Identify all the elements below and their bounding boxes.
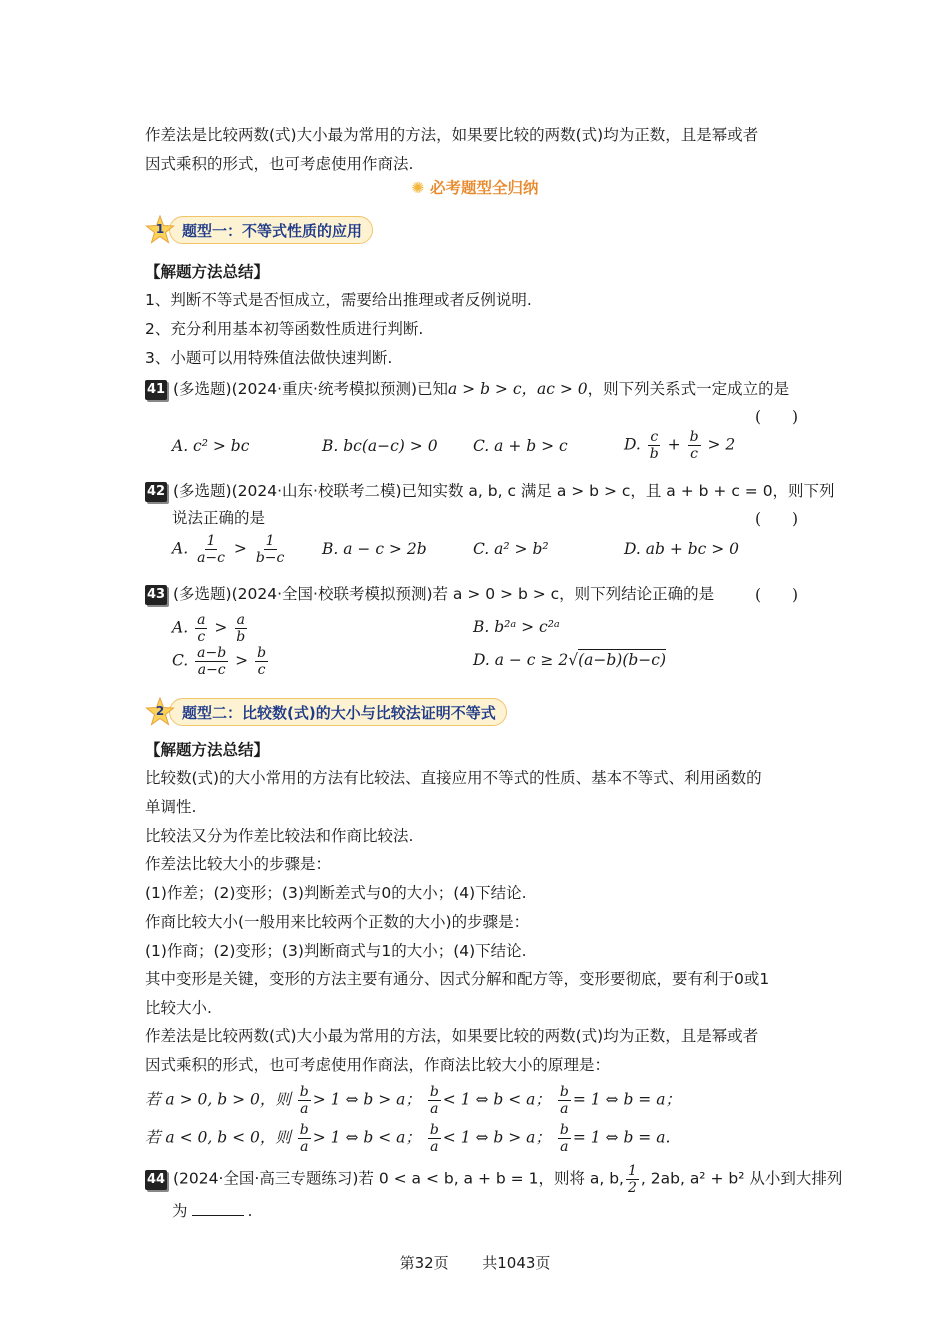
page-total: 共1043页 bbox=[482, 1254, 551, 1272]
section-1-tip-1: 1、判断不等式是否恒成立，需要给出推理或者反例说明. bbox=[145, 291, 532, 309]
option-b: B. bc(a−c) > 0 bbox=[322, 437, 438, 455]
answer-parens: ( ) bbox=[755, 408, 799, 426]
option-d: D. $\frac{c}{b}$ + $\frac{b}{c}$ > 2 bbox=[624, 429, 736, 462]
option-c: C. a + b > c bbox=[473, 437, 568, 455]
section-2-line: 因式乘积的形式，也可考虑使用作商法，作商法比较大小的原理是： bbox=[145, 1056, 611, 1074]
section-2-line: 作差法比较大小的步骤是： bbox=[145, 855, 332, 873]
option-b: B. b²ᵃ > c²ᵃ bbox=[473, 618, 560, 636]
option-d: D. ab + bc > 0 bbox=[624, 540, 740, 558]
option-c: C. $\frac{a-b}{a-c}$ > $\frac{b}{c}$ bbox=[172, 645, 267, 678]
section-2-banner bbox=[145, 696, 507, 728]
section-2-line: (1)作差；(2)变形；(3)判断差式与0的大小；(4)下结论. bbox=[145, 884, 527, 902]
answer-parens: ( ) bbox=[755, 510, 799, 528]
section-1-banner bbox=[145, 214, 373, 246]
section-2-method-label: 【解题方法总结】 bbox=[145, 741, 270, 759]
option-d: D. a − c ≥ 2√(a−b)(b−c) bbox=[473, 651, 667, 669]
question-44: 44 (2024·全国·高三专题练习)若 0 < a < b, a + b = 1，则将 a, b, $\frac{1}{2}$ , 2ab, a² + b² 从小到大排列 bbox=[146, 1163, 843, 1196]
section-2-title: 题型二：比较数(式)的大小与比较法证明不等式 bbox=[169, 698, 507, 726]
option-b: B. a − c > 2b bbox=[322, 540, 427, 558]
question-43: 43 (多选题)(2024·全国·校联考模拟预测)若 a > 0 > b > c，则下列结论正确的是 bbox=[146, 585, 715, 603]
question-44-line-2: 为 . bbox=[172, 1202, 253, 1220]
section-2-line: 比较数(式)的大小常用的方法有比较法、直接应用不等式的性质、基本不等式、利用函数的 bbox=[145, 769, 762, 787]
section-1-tip-3: 3、小题可以用特殊值法做快速判断. bbox=[145, 349, 393, 367]
section-2-line: 其中变形是关键，变形的方法主要有通分、因式分解和配方等，变形要彻底，要有利于0或1 bbox=[145, 970, 770, 988]
intro-line-1: 作差法是比较两数(式)大小最为常用的方法，如果要比较的两数(式)均为正数，且是幂或者 bbox=[145, 126, 759, 144]
option-a: A. c² > bc bbox=[172, 437, 250, 455]
option-a: A. $\frac{1}{a-c}$ > $\frac{1}{b-c}$ bbox=[172, 533, 285, 566]
section-2-line: 单调性. bbox=[145, 798, 197, 816]
answer-blank[interactable] bbox=[192, 1201, 244, 1216]
question-42: 42 (多选题)(2024·山东·校联考二模)已知实数 a, b, c 满足 a > b > c，且 a + b + c = 0，则下列 bbox=[146, 482, 835, 500]
section-2-line: (1)作商；(2)变形；(3)判断商式与1的大小；(4)下结论. bbox=[145, 942, 527, 960]
section-2-line: 比较大小. bbox=[145, 999, 212, 1017]
star-badge-icon: 2 bbox=[145, 697, 175, 727]
section-1-title: 题型一：不等式性质的应用 bbox=[169, 216, 373, 244]
quotient-rule-negative: 若 a < 0, b < 0，则 $\frac{b}{a}$ > 1 ⇔ b < a； $\frac{b}{a}$ < 1 ⇔ b > a； $\frac{b}{a}$ = 1 ⇔ b = a. bbox=[145, 1122, 671, 1155]
question-41: 41 (多选题)(2024·重庆·统考模拟预测)已知a > b > c，ac > 0，则下列关系式一定成立的是 bbox=[146, 380, 790, 398]
question-number: 41 bbox=[145, 380, 167, 400]
section-2-line: 作差法是比较两数(式)大小最为常用的方法，如果要比较的两数(式)均为正数，且是幂或者 bbox=[145, 1027, 759, 1045]
question-42-line-2: 说法正确的是 bbox=[172, 509, 266, 527]
question-number: 43 bbox=[145, 585, 167, 605]
intro-line-2: 因式乘积的形式，也可考虑使用作商法. bbox=[145, 155, 414, 173]
question-number: 42 bbox=[145, 482, 167, 502]
page-number: 第32页 bbox=[399, 1254, 449, 1272]
section-1-tip-2: 2、充分利用基本初等函数性质进行判断. bbox=[145, 320, 424, 338]
quotient-rule-positive: 若 a > 0, b > 0，则 $\frac{b}{a}$ > 1 ⇔ b > a； $\frac{b}{a}$ < 1 ⇔ b < a； $\frac{b}{a}$ = 1 ⇔ b = a； bbox=[145, 1084, 681, 1117]
section-2-line: 作商比较大小(一般用来比较两个正数的大小)的步骤是： bbox=[145, 913, 530, 931]
page-footer bbox=[0, 1252, 950, 1273]
option-a: A. $\frac{a}{c}$ > $\frac{a}{b}$ bbox=[172, 612, 246, 645]
section-2-line: 比较法又分为作差比较法和作商比较法. bbox=[145, 827, 414, 845]
main-heading: ✺ 必考题型全归纳 bbox=[411, 179, 539, 197]
question-number: 44 bbox=[145, 1170, 167, 1190]
section-1-method-label: 【解题方法总结】 bbox=[145, 263, 270, 281]
option-c: C. a² > b² bbox=[473, 540, 549, 558]
sun-icon: ✺ bbox=[411, 179, 425, 197]
answer-parens: ( ) bbox=[755, 586, 799, 604]
star-badge-icon: 1 bbox=[145, 215, 175, 245]
